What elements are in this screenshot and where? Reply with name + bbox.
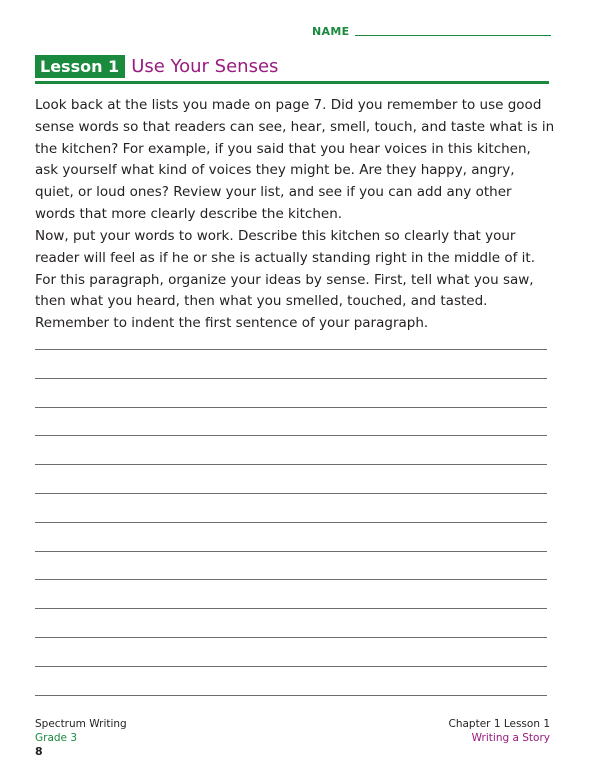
name-label: NAME xyxy=(312,25,350,38)
footer-right xyxy=(449,717,551,745)
footer-left xyxy=(35,717,127,745)
lesson-header xyxy=(35,55,278,78)
header-rule xyxy=(35,81,549,84)
lesson-badge: Lesson 1 xyxy=(35,55,125,78)
writing-line[interactable] xyxy=(35,349,547,350)
writing-area[interactable] xyxy=(35,349,547,723)
writing-line[interactable] xyxy=(35,551,547,552)
writing-line[interactable] xyxy=(35,493,547,494)
writing-line[interactable] xyxy=(35,579,547,580)
writing-line[interactable] xyxy=(35,435,547,436)
name-field[interactable] xyxy=(312,25,551,38)
writing-line[interactable] xyxy=(35,695,547,696)
writing-line[interactable] xyxy=(35,407,547,408)
footer-chapter: Chapter 1 Lesson 1 xyxy=(448,718,550,730)
lesson-title: Use Your Senses xyxy=(131,55,279,77)
instruction-paragraph-2: Now, put your words to work. Describe this kitchen so clearly that your reader will feel as if he or she is actually standing right in the middle of it. For this paragraph, organize your ideas by sense. First, tell what you saw, then what you heard, then what you smelled, touched, and tasted. Remember to indent the first sentence of your paragraph. xyxy=(35,228,536,332)
writing-line[interactable] xyxy=(35,378,547,379)
writing-line[interactable] xyxy=(35,666,547,667)
writing-line[interactable] xyxy=(35,522,547,523)
instruction-paragraph-1: Look back at the lists you made on page 7. Did you remember to use good sense words so that readers can see, hear, smell, touch, and taste what is in the kitchen? For example, if you said that you hear voices in this kitchen, ask yourself what kind of voices they might be. Are they happy, angry, quiet, or loud ones? Review your list, and see if you can add any other words that more clearly describe the kitchen. xyxy=(35,97,555,222)
footer-series: Spectrum Writing xyxy=(35,718,127,730)
writing-line[interactable] xyxy=(35,608,547,609)
footer-grade: Grade 3 xyxy=(35,732,78,744)
writing-line[interactable] xyxy=(35,464,547,465)
name-line[interactable] xyxy=(355,35,551,36)
writing-line[interactable] xyxy=(35,637,547,638)
footer-unit: Writing a Story xyxy=(471,732,550,744)
page-number: 8 xyxy=(35,745,43,758)
